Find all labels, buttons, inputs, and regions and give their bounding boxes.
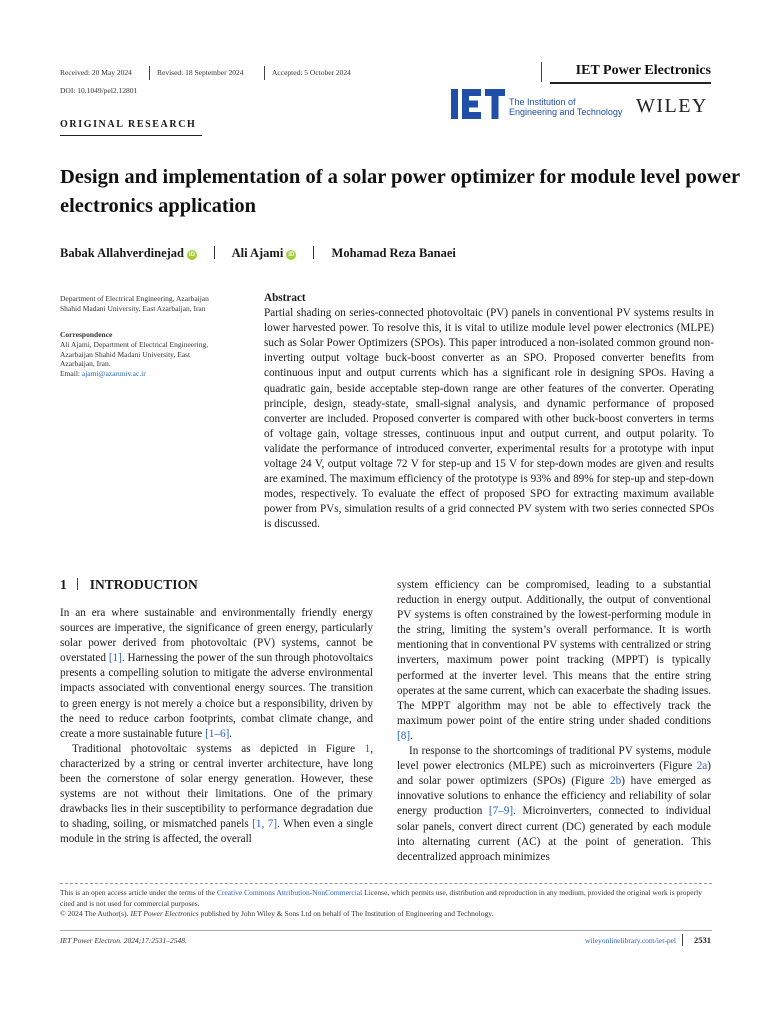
abstract-text: Partial shading on series-connected photovoltaic (PV) panels in conventional PV systems results in lower harvested power. To resolve this, it is vital to utilize module level power electronics (MLPE) such as Solar Power Optimizers (SPOs). This paper introduced a non-isolated common ground non-inverting output voltage buck-boost converter as an SPO. Proposed converter benefits from continuous input and output currents which has a significant role in designing SPOs. Having a quadratic gain, beside acceptable step-down range are other features of the converter. Operating principle, design, steady-state, small-signal analysis, and dynamic performance of proposed converter are included. Proposed converter is compared with other buck-boost converters in terms of voltage gain, voltage stresses, continuous input and output current, and output polarity. To validate the performance of introduced converter, experimental results for a prototype with input voltage 24 V, output voltage 72 V for step-up and 15 V for step-down modes are given and results are examined. The maximum efficiency of the prototype is 93% and 89% for step-up and step-down modes, respectively. To evaluate the effect of proposed SPO for extracting maximum available power from PVs, simulation results of a grid connected PV system with two series connected SPOs is discussed. [264,307,714,531]
iet-name: The Institution of Engineering and Technology [509,97,623,117]
page-divider [682,934,683,946]
abstract-heading: Abstract [264,292,306,304]
email-link[interactable]: ajami@azaruniv.ac.ir [81,369,146,379]
correspondence: Correspondence Ali Ajami, Department of Electrical Engineering, Azarbaijan Shahid Madani University, East Azarbaijan, Iran. Email: ajami@azaruniv.ac.ir [60,330,245,379]
section-heading: 1 INTRODUCTION [60,577,198,592]
meta-divider [149,66,150,80]
orcid-icon[interactable]: iD [189,252,195,258]
received-date: Received: 20 May 2024 [60,68,132,77]
citation-link[interactable]: [1, 7] [252,818,278,831]
license-link[interactable]: Creative Commons Attribution-NonCommercial [216,888,363,897]
meta-divider [264,66,265,80]
author-divider [313,246,314,259]
paragraph: In response to the shortcomings of traditional PV systems, module level power electronics (MLPE) such as microinverters (Figure 2a) and solar power optimizers (SPOs) (Figure 2b) have emerged as innovative solutions to enhance the efficiency and reliability of solar energy production [7–9]. Microinverters, connected to individual solar panels, convert direct current (DC) generated by each module into alternating current (AC) at the point of generation. This decentralized approach minimizes [397,745,711,863]
doi[interactable]: DOI: 10.1049/pel2.12801 [60,86,138,95]
citation-link[interactable]: [1–6] [205,727,230,740]
right-column [397,578,711,865]
abstract [264,291,714,533]
wiley-logo: WILEY [636,95,708,117]
article-type-rule [60,135,202,136]
author-list [60,246,456,261]
affiliation: Department of Electrical Engineering, Azarbaijan Shahid Madani University, East Azarbaijan, Iran [60,294,209,313]
left-column [60,606,373,848]
revised-date: Revised: 18 September 2024 [157,68,244,77]
citation-link[interactable]: [8] [397,729,411,742]
author-name[interactable]: Mohamad Reza Banaei [331,246,456,260]
accepted-date: Accepted: 5 October 2024 [272,68,351,77]
journal-divider [541,62,542,82]
figure-link[interactable]: 2a [696,760,708,773]
article-type: ORIGINAL RESEARCH [60,119,197,130]
orcid-icon[interactable]: iD [288,252,295,258]
page-number: 2531 [694,935,711,945]
footer-rule [60,930,712,931]
paragraph: system efficiency can be compromised, leading to a substantial reduction in energy output. Additionally, the output of conventional PV systems is often constrained by the lowest-performing module in the string, limiting the system’s overall performance. It is worth mentioning that in conventional PV systems with centralized or string inverters, maximum power point tracking (MPPT) is typically performed at the inverter level. This means that the entire string operates at the same current, which can exacerbate the shading issues. The MPPT algorithm may not be able to effectively track the maximum power point of the entire string under shaded conditions [8]. [397,579,711,742]
author-name[interactable]: Babak Allahverdinejad [60,246,184,260]
paragraph: Traditional photovoltaic systems as depicted in Figure 1, characterized by a string or central inverter architecture, have long been the cornerstone of solar energy generation. However, these systems are not without their limitations. One of the primary drawbacks lies in their susceptibility to performance degradation due to shading, soiling, or mismatched panels [1, 7]. When even a single module in the string is affected, the overall [60,742,373,846]
author-name[interactable]: Ali Ajami [231,246,284,260]
author-divider [214,246,215,259]
figure-link[interactable]: 1 [364,742,371,755]
journal-citation: IET Power Electron. 2024;17:2531–2548. [60,936,187,945]
header-rule [550,82,711,84]
iet-logo [451,89,505,119]
article-title: Design and implementation of a solar power optimizer for module level power electronics application [60,166,740,217]
license-footnote: This is an open access article under the terms of the Creative Commons Attribution-NonCommercial License, which permits use, distribution and reproduction in any medium, provided the original work is properly cited and is not used for commercial purposes. © 2024 The Author(s). IET Power Electronics published by John Wiley & Sons Ltd on behalf of The Institution of Engineering and Technology. [60,888,702,918]
citation-link[interactable]: [1] [108,652,122,665]
citation-link[interactable]: [7–9] [488,805,514,818]
paragraph: In an era where sustainable and environmentally friendly energy sources are imperative, the significance of green energy, particularly solar power derived from photovoltaic (PV) systems, cannot be overstated [1]. Harnessing the power of the sun through photovoltaics presents a compelling solution to mitigate the adverse environmental impacts associated with conventional energy sources. The transition to green energy is not merely a choice but a responsibility, driven by the need to reduce carbon footprints, combat climate change, and create a more sustainable future [1–6]. [60,607,373,740]
journal-name[interactable]: IET Power Electronics [575,63,711,78]
correspondence-heading: Correspondence [60,330,113,339]
journal-site-link[interactable]: wileyonlinelibrary.com/iet-pel [585,936,676,945]
footnote-divider [60,883,712,884]
figure-link[interactable]: 2b [610,775,622,788]
